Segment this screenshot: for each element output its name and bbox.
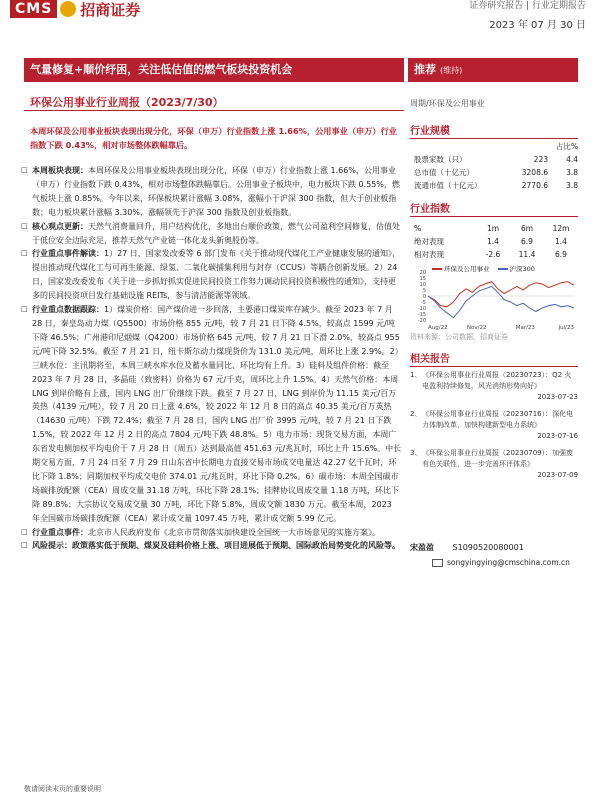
rating-box xyxy=(408,58,578,82)
scale-header-row: 占比% xyxy=(555,142,578,151)
legend-item: 沪深300 xyxy=(498,264,535,273)
perf-row: 绝对表现 1.4 6.9 1.4 xyxy=(414,237,567,246)
related-item[interactable]: 2、 《环保公用事业行业周报（20230716）：深化电力体制改革，加快构建新型电力系统》 2023-07-16 xyxy=(410,410,578,440)
y-tick-label: 20 xyxy=(419,270,426,276)
x-tick-label: Mar/23 xyxy=(515,325,535,330)
y-tick-label: 5 xyxy=(422,288,426,294)
y-tick-label: -15 xyxy=(417,312,426,318)
para-core-view: □ 核心观点更新：天然气消费量回升，用户结构优化，多地出台顺价政策，燃气公司盈利空间修复，估值处于低位安全边际充足，推荐天然气产业链一体化龙头新奥股份等。 xyxy=(22,220,402,248)
author-email-row[interactable] xyxy=(432,558,570,567)
rating-note: (维持) xyxy=(440,66,463,75)
logo-cn: 招商证券 xyxy=(80,0,141,19)
scale-title: 行业规模 xyxy=(410,122,578,139)
sector-path: 周期/环保及公用事业 xyxy=(410,99,485,108)
y-tick-label: 10 xyxy=(419,282,426,288)
author-line xyxy=(410,542,524,553)
para-industry-events: □ 行业重点事件：北京市人民政府发布《北京市贯彻落实加快建设全国统一大市场意见的实施方案》。 xyxy=(22,526,402,540)
logo-emblem-icon xyxy=(60,1,76,17)
author-name: 宋盈盈 xyxy=(410,543,434,552)
chart-source: 资料来源：公司数据、招商证券 xyxy=(410,333,508,341)
related-item[interactable]: 1、 《环保公用事业行业周报（20230723）：Q2 火电盈利持续修复，风光消纳形势向好》 2023-07-23 xyxy=(410,371,578,401)
cms-logo xyxy=(10,0,140,18)
para-risk: □ 风险提示：政策落实低于预期、煤炭及硅料价格上涨、项目进展低于预期、国际政治局势变化的风险等。 xyxy=(22,539,402,553)
perf-row: 相对表现 -2.6 11.4 6.9 xyxy=(414,250,567,259)
author-cert: S1090520080001 xyxy=(452,543,524,552)
related-title: 相关报告 xyxy=(410,350,578,367)
scale-row: 股票家数（只） 223 4.4 xyxy=(414,155,578,164)
y-tick-label: -10 xyxy=(417,306,426,312)
report-title: 气量修复+顺价纾困，关注低估值的燃气板块投资机会 xyxy=(24,58,404,82)
author-email[interactable]: songyingying@cmschina.com.cn xyxy=(447,558,570,567)
report-subtitle: 环保公用事业行业周报（2023/7/30） xyxy=(30,96,224,109)
series-line-0 xyxy=(428,282,574,307)
rating: 推荐 xyxy=(414,63,436,76)
body-text xyxy=(22,164,402,553)
footer-note: 敬请阅读末页的重要说明 xyxy=(24,785,101,793)
para-key-events: □ 行业重点事件解读：1）27 日，国家发改委等 6 部门发布《关于推动现代煤化工产业健康发展的通知》，提出推动现代煤化工与可再生能源、绿氢、二氧化碳捕集利用与封存（CCUS）等耦合创新发展。2）24 日，国家发改委发布《关于进一步抓好抓实促进民间投资工作努力调动民间投资积极性的通知》，支持更多的民间投资项目发行基础设施 REITs，参与清洁能源等领域。 xyxy=(22,247,402,303)
x-tick-label: Aug/22 xyxy=(428,325,448,330)
chart-legend xyxy=(432,264,535,273)
para-weekly-performance: □ 本周板块表现：本周环保及公用事业板块表现出现分化，环保（申万）行业指数上涨 1.66%，公用事业（申万）行业指数下跌 0.43%，相对市场整体跌幅靠后。公用事业子板块中，电力板块下跌 0.55%，燃气板块上涨 0.85%。今年以来，环保板块累计涨幅 3.08%，涨幅小于沪深 300 指数，但大于创业板指数；电力板块累计涨幅 3.30%，涨幅领先于沪深 300 指数及创业板指数。 xyxy=(22,164,402,220)
perf-title: 行业指数 xyxy=(410,200,578,217)
legend-item: 环保及公用事业 xyxy=(432,264,490,273)
mail-icon xyxy=(432,559,443,567)
doc-type: 证券研究报告 | 行业定期报告 xyxy=(469,1,586,11)
related-list xyxy=(410,370,578,487)
scale-table xyxy=(414,140,578,192)
y-tick-label: -5 xyxy=(421,300,426,306)
report-date: 2023 年 07 月 30 日 xyxy=(489,20,586,31)
y-tick-label: 15 xyxy=(419,276,426,282)
perf-table xyxy=(414,222,578,261)
x-tick-label: Jul/23 xyxy=(558,325,574,330)
x-tick-label: Nov/22 xyxy=(466,325,487,330)
logo-en: CMS xyxy=(10,0,57,18)
para-key-data: □ 行业重点数据跟踪：1）煤炭价格：国产煤价进一步回落，主要港口煤炭库存减少。截至 2023 年 7 月 28 日，秦皇岛动力煤（Q5500）市场价格 855 元/吨，较 7 月 21 日下降 4.5%，较高点 1599 元/吨下降 46.5%；广州港印尼烟煤（Q4200）市场价格 645 元/吨，较 7 月 21 日下滑 2.0%，较高点 955 元/吨下降 32.5%。截至 7 月 21 日，纽卡斯尔动力煤现货价为 131.0 美元/吨，周环比上涨 2.9%。2）三峡水位：主汛期将至，本周三峡水库水位及蓄水量同比、环比均有上升。3）硅料及组件价格：截至 2023 年 7 月 28 日，多晶硅（致密料）价格为 67 元/千克，周环比上升 1.5%。4）天然气价格：本周 LNG 到岸价略有上涨，国内 LNG 出厂价继续下跌。截至 7 月 27 日，LNG 到岸价为 11.15 美元/百万英热（4139 元/吨），较 7 月 20 日上涨 4.6%，较 2022 年 12 月 8 日的高点 40.35 美元/百万英热（14630 元/吨）下跌 72.4%；截至 7 月 28 日，国内 LNG 出厂价 3995 元/吨，较 7 月 21 日下跌 1.5%，较 2022 年 12 月 2 日的高点 7804 元/吨下跌 48.8%。5）电力市场：现货交易方面，本周广东省发电侧加权平均电价于 7 月 28 日（周五）达到最高值 451.63 元/兆瓦时，环比上升 15.6%。中长期交易方面，7 月 24 日至 7 月 29 日山东省中长期电力直接交易市场成交电量达 42.27 亿千瓦时，环比下降 1.8%；同期加权平均成交电价 374.01 元/兆瓦时，环比下降 0.2%。6）碳市场：本周全国碳市场碳排放配额（CEA）周成交量 31.18 万吨，环比下降 28.1%；挂牌协议周成交量 1.18 万吨，环比下降 89.8%；大宗协议交易成交量 30 万吨，环比下降 5.8%，周成交额 1830 万元。截至本周，2023 年全国碳市场碳排放配额（CEA）累计成交量 1097.45 万吨，累计成交额 5.99 亿元。 xyxy=(22,303,402,526)
scale-row: 总市值（十亿元） 3208.6 3.8 xyxy=(414,168,578,177)
related-item[interactable]: 3、 《环保公用事业行业周报（20230709）：加强废有色关联性，进一步完善环评体系》 2023-07-09 xyxy=(410,449,578,479)
y-tick-label: 0 xyxy=(422,294,426,300)
scale-row: 流通市值（十亿元） 2770.6 3.8 xyxy=(414,181,578,190)
perf-header-row: % 1m 6m 12m xyxy=(414,224,570,233)
summary: 本周环保及公用事业板块表现出现分化，环保（申万）行业指数上涨 1.66%，公用事业（申万）行业指数下跌 0.43%，相对市场整体跌幅靠后。 xyxy=(30,126,397,150)
divider xyxy=(24,110,404,111)
y-tick-label: -20 xyxy=(417,318,426,324)
